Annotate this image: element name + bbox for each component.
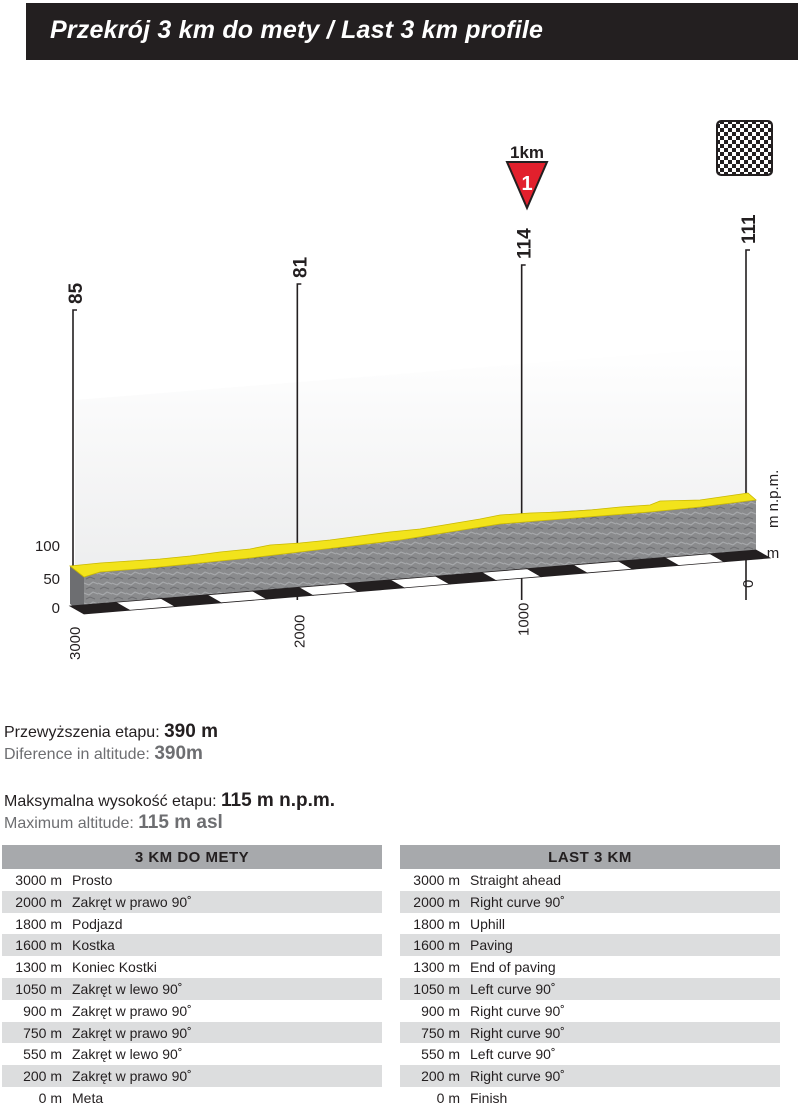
row-distance: 1600 m: [15, 937, 62, 954]
row-description: Right curve 90˚: [470, 1068, 565, 1085]
max-pl-label: Maksymalna wysokość etapu:: [4, 793, 217, 810]
table-row: [2, 1065, 382, 1087]
row-description: Zakręt w lewo 90˚: [72, 1046, 183, 1063]
row-description: Straight ahead: [470, 872, 562, 888]
row-distance: 750 m: [421, 1024, 460, 1041]
altitude-tick-label: 100: [34, 538, 60, 555]
row-distance: 1800 m: [15, 915, 62, 932]
row-distance: 3000 m: [413, 872, 460, 888]
table-row: [400, 891, 780, 913]
row-distance: 750 m: [23, 1024, 62, 1041]
row-distance: 550 m: [23, 1046, 62, 1063]
table-row: [400, 934, 780, 956]
climb-pl-value: 390 m: [164, 721, 218, 742]
row-description: Left curve 90˚: [470, 1046, 556, 1063]
table-row: [400, 1000, 780, 1022]
distance-tick-label: 1000: [515, 602, 533, 636]
unit-label-asl: m n.p.m.: [765, 469, 782, 528]
table-row: [2, 1000, 382, 1022]
row-distance: 2000 m: [15, 893, 62, 910]
row-description: Podjazd: [72, 915, 123, 932]
row-description: Prosto: [72, 872, 113, 888]
altitude-tick-label: 0: [51, 600, 60, 617]
table-row: [400, 1087, 780, 1109]
table-row: [2, 913, 382, 935]
row-description: Uphill: [470, 915, 506, 932]
row-distance: 1600 m: [413, 937, 460, 954]
km-marker: [507, 143, 547, 208]
table-row: [2, 891, 382, 913]
distance-tick-label: 2000: [291, 614, 309, 648]
max-stat-pl: [4, 790, 335, 812]
row-description: Meta: [72, 1089, 104, 1106]
km-marker-number: 1: [521, 173, 533, 195]
table-row: [400, 869, 780, 891]
row-description: Right curve 90˚: [470, 1002, 565, 1019]
climb-en-label: Diference in altitude:: [4, 746, 150, 763]
climb-stat-en: [4, 743, 203, 765]
table-row: [2, 956, 382, 978]
row-distance: 200 m: [23, 1068, 62, 1085]
table-header-en: LAST 3 KM: [400, 845, 780, 869]
row-distance: 1800 m: [413, 915, 460, 932]
checkpoint-altitude-label: 85: [66, 282, 87, 304]
climb-pl-label: Przewyższenia etapu:: [4, 724, 160, 741]
row-distance: 200 m: [421, 1068, 460, 1085]
row-distance: 0 m: [38, 1089, 62, 1106]
row-distance: 1300 m: [15, 959, 62, 976]
distance-tick-label: 0: [740, 579, 757, 588]
table-row: [400, 956, 780, 978]
table-row: [2, 934, 382, 956]
table-row: [2, 1087, 382, 1109]
route-table-pl: [2, 845, 382, 1109]
table-row: [400, 913, 780, 935]
checkpoint-altitude-label: 111: [739, 214, 760, 244]
row-distance: 3000 m: [15, 872, 62, 888]
distance-tick-label: 3000: [67, 626, 84, 660]
max-pl-value: 115 m n.p.m.: [220, 790, 336, 811]
row-distance: 0 m: [436, 1089, 460, 1106]
route-table-en: [400, 845, 780, 1109]
page-title: Przekrój 3 km do mety / Last 3 km profile: [50, 16, 544, 44]
row-distance: 900 m: [421, 1002, 460, 1019]
table-row: [2, 869, 382, 891]
row-description: Finish: [470, 1089, 508, 1106]
max-en-label: Maximum altitude:: [4, 815, 134, 832]
row-distance: 550 m: [421, 1046, 460, 1063]
climb-stat-pl: [4, 721, 218, 743]
altitude-tick-label: 50: [43, 571, 60, 588]
row-description: Paving: [470, 937, 513, 954]
max-en-value: 115 m asl: [138, 812, 223, 833]
row-description: Right curve 90˚: [470, 893, 565, 910]
row-description: Zakręt w prawo 90˚: [72, 1002, 192, 1019]
table-row: [2, 978, 382, 1000]
row-description: Zakręt w lewo 90˚: [72, 980, 183, 997]
table-header-pl: 3 KM DO METY: [2, 845, 382, 869]
climb-en-value: 390m: [154, 743, 203, 764]
row-distance: 900 m: [23, 1002, 62, 1019]
checkpoint-altitude-label: 114: [514, 228, 536, 259]
row-description: End of paving: [470, 959, 556, 976]
checkpoint-labels: [66, 214, 760, 304]
altitude-axis: [35, 538, 60, 617]
table-row: [400, 1043, 780, 1065]
row-description: Kostka: [72, 937, 115, 954]
checkpoint-altitude-label: 81: [290, 256, 312, 278]
row-distance: 2000 m: [413, 893, 460, 910]
row-description: Zakręt w prawo 90˚: [72, 1068, 192, 1085]
max-stat-en: [4, 812, 223, 834]
row-distance: 1300 m: [413, 959, 460, 976]
row-description: Zakręt w prawo 90˚: [72, 893, 192, 910]
table-row: [400, 1065, 780, 1087]
row-description: Zakręt w prawo 90˚: [72, 1024, 192, 1041]
table-row: [2, 1022, 382, 1044]
table-row: [400, 1022, 780, 1044]
unit-label-m: m: [766, 545, 780, 562]
row-distance: 1050 m: [15, 980, 62, 997]
row-description: Right curve 90˚: [470, 1024, 565, 1041]
km-marker-label: 1km: [509, 143, 545, 162]
row-description: Left curve 90˚: [470, 980, 556, 997]
checkered-flag-icon: [716, 120, 773, 176]
row-distance: 1050 m: [413, 980, 460, 997]
table-row: [2, 1043, 382, 1065]
row-description: Koniec Kostki: [72, 959, 157, 976]
table-row: [400, 978, 780, 1000]
